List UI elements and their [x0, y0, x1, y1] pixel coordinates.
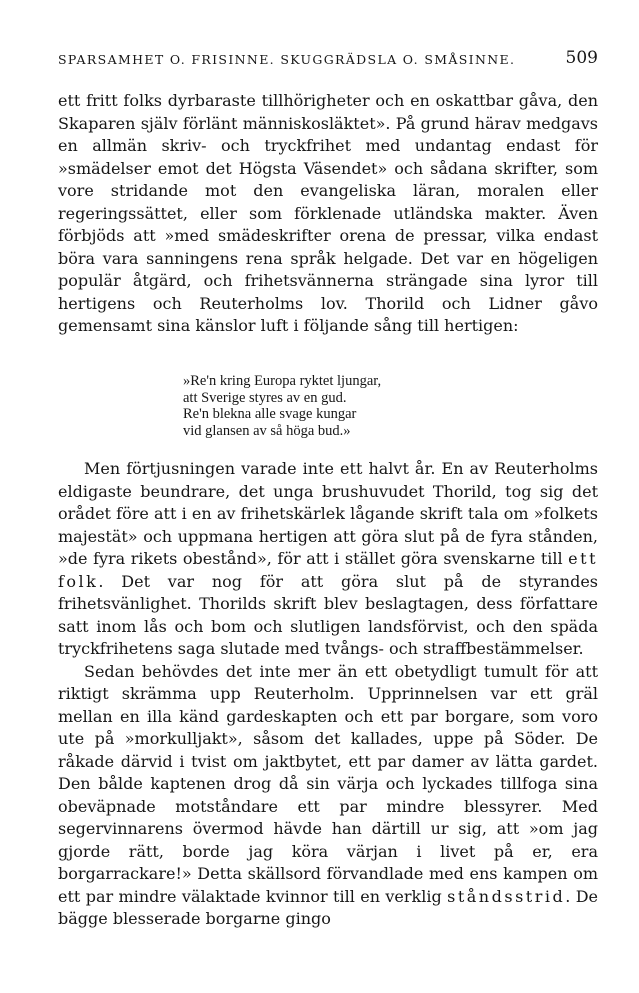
paragraph-2 — [58, 458, 598, 661]
paragraph-3-text-a: Sedan behövdes det inte mer än ett obetydligt tumult för att riktigt skrämma upp Reuterholm. Upprinnelsen var ett gräl mellan en illa känd gardeskapten och ett par borgare, som voro ute på »morkulljakt», såsom det kallades, uppe på Söder. De råkade därvid i tvist om jaktbytet, ett par damer av lätta gardet. Den bålde kaptenen drog då sin värja och lyckades tillfoga sina obeväpnade motståndare ett par mindre blessyrer. Med segervinnarens övermod hävde han därtill ur sig, att »om jag gjorde rätt, borde jag köra värjan i livet på er, era borgarrackare!» Detta skällsord förvandlade med ens kampen om ett par mindre välaktade kvinnor till en verklig — [58, 661, 598, 906]
paragraph-1: ett fritt folks dyrbaraste tillhörigheter och en oskattbar gåva, den Skaparen själv förlänt människosläktet». På grund härav medgavs en allmän skriv- och tryckfrihet med undantag endast för »smädelser emot det Högsta Väsendet» och sådana skrifter, som vore stridande mot den evangeliska läran, moralen eller regeringssättet, eller som förklenade utländska makter. Även förbjöds att »med smädeskrifter orena de pressar, vilka endast böra vara sanningens rena språk helgade. Det var en högeligen populär åtgärd, och frihetsvännerna strängade sina lyror till hertigens och Reuterholms lov. Thorild och Lidner gåvo gemensamt sina känslor luft i följande sång till hertigen: — [58, 91, 598, 335]
verse-line-3: Re'n blekna alle svage kungar — [183, 406, 357, 422]
verse-line-1: »Re'n kring Europa ryktet ljungar, — [183, 373, 382, 389]
paragraph-2-text-b: . Det var nog för att göra slut på de styrandes frihetsvänlighet. Thorilds skrift blev beslagtagen, dess författare satt inom lås och bom och slutligen landsförvist, och den späda tryckfrihetens saga slutade med tvångs- och straffbestämmelser. — [58, 571, 598, 658]
page-number: 509 — [565, 48, 598, 68]
verse-line-2: att Sverige styres av en gud. — [183, 389, 347, 406]
running-title: SPARSAMHET O. FRISINNE. SKUGGRÄDSLA O. SMÅSINNE. — [58, 52, 516, 67]
body-text-top — [58, 90, 598, 338]
paragraph-3-text-b: . De bägge blesserade borgarne gingo — [58, 886, 598, 928]
paragraph-2-emphasis: ett folk — [58, 549, 598, 591]
paragraph-3 — [58, 661, 598, 931]
body-text-bottom — [58, 458, 598, 931]
paragraph-3-emphasis: ståndsstrid — [447, 886, 566, 906]
verse-quote — [183, 373, 513, 439]
verse-line-4: vid glansen av så höga bud.» — [183, 422, 351, 439]
paragraph-2-text-a: Men förtjusningen varade inte ett halvt år. En av Reuterholms eldigaste beundrare, det unga brushuvudet Thorild, tog sig det orådet före att i en av frihetskärlek lågande skrift tala om »folkets majestät» och uppmana hertigen att göra slut på de fyra stånden, »de fyra rikets obestånd», för att i stället göra svenskarne till — [58, 459, 598, 568]
page-header — [58, 48, 598, 72]
